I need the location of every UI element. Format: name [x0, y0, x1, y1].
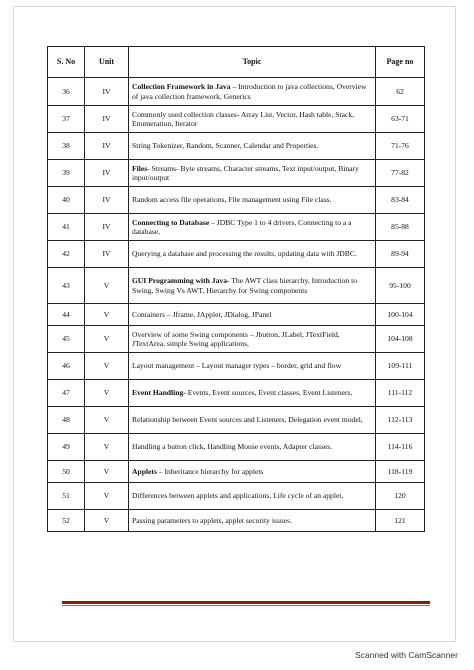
topic-text: – Inheritance hierarchy for applets [156, 466, 264, 476]
row-sno: 48 [48, 407, 85, 434]
row-sno: 36 [48, 78, 85, 106]
row-sno: 39 [48, 160, 85, 187]
row-sno: 45 [48, 326, 85, 353]
topic-heading: Files [132, 163, 148, 173]
row-topic [129, 78, 376, 106]
row-page: 77-82 [376, 160, 425, 187]
row-topic [129, 160, 376, 187]
row-topic [129, 434, 376, 461]
row-unit: V [85, 304, 129, 326]
row-topic [129, 241, 376, 268]
table-row [48, 304, 425, 326]
topic-text: Events, Event sources, Event classes, Event Listeners, [185, 388, 353, 398]
row-unit: IV [85, 133, 129, 160]
topic-text: - Streams- Byte streams, Character streams, Text input/output, Binary input/output [132, 163, 359, 182]
row-page: 121 [376, 510, 425, 532]
row-sno: 47 [48, 380, 85, 407]
row-page: 95-100 [376, 268, 425, 304]
table-row [48, 187, 425, 214]
row-sno: 52 [48, 510, 85, 532]
topic-heading: Event Handling- [132, 388, 186, 398]
table-row [48, 268, 425, 304]
row-unit: V [85, 510, 129, 532]
topic-text: String Tokenizer, Random, Scanner, Calendar and Properties. [132, 141, 319, 151]
topic-text: Layout management – Layout manager types – border, grid and flow [132, 361, 342, 371]
topic-text: – Introduction to java collections, Overview of java collection framework, Generics [132, 82, 367, 101]
table-row [48, 78, 425, 106]
row-page: 118-119 [376, 461, 425, 483]
topic-text: Random access file operations, File management using File class. [132, 195, 332, 205]
topic-text: Relationship between Event sources and Listeners, Delegation event model, [132, 415, 363, 425]
row-page: 63-71 [376, 106, 425, 133]
row-sno: 41 [48, 214, 85, 241]
row-sno: 42 [48, 241, 85, 268]
header-page: Page no [376, 47, 425, 78]
row-page: 83-84 [376, 187, 425, 214]
row-topic [129, 510, 376, 532]
footer-rule-red [62, 601, 430, 604]
topic-text: Commonly used collection classes- Array List, Vector, Hash table, Stack, Enumeration, Iterator [132, 109, 355, 128]
row-sno: 46 [48, 353, 85, 380]
row-sno: 49 [48, 434, 85, 461]
row-sno: 50 [48, 461, 85, 483]
table-row [48, 214, 425, 241]
row-topic [129, 326, 376, 353]
row-unit: V [85, 326, 129, 353]
row-unit: V [85, 380, 129, 407]
row-unit: IV [85, 78, 129, 106]
row-unit: V [85, 353, 129, 380]
row-page: 114-116 [376, 434, 425, 461]
row-sno: 38 [48, 133, 85, 160]
table-row [48, 133, 425, 160]
scanner-watermark: Scanned with CamScanner [354, 650, 458, 660]
row-unit: V [85, 434, 129, 461]
topic-heading: Collection Framework in Java [132, 82, 231, 92]
topic-text: Querying a database and processing the results, updating data with JDBC. [132, 249, 357, 259]
row-topic [129, 268, 376, 304]
topic-text: The AWT class hierarchy, Introduction to Swing, Swing Vs AWT, Hierarchy for Swing components [132, 276, 357, 295]
row-unit: IV [85, 106, 129, 133]
row-page: 109-111 [376, 353, 425, 380]
table-row [48, 326, 425, 353]
row-topic [129, 187, 376, 214]
row-page: 85-88 [376, 214, 425, 241]
table-row [48, 160, 425, 187]
row-sno: 44 [48, 304, 85, 326]
table-body [48, 78, 425, 532]
header-topic: Topic [129, 47, 376, 78]
table-row [48, 434, 425, 461]
topic-text: Differences between applets and applications, Life cycle of an applet, [132, 491, 344, 501]
row-topic [129, 407, 376, 434]
row-page: 71-76 [376, 133, 425, 160]
topic-heading: GUI Programming with Java- [132, 276, 230, 286]
table-row [48, 380, 425, 407]
table-row [48, 510, 425, 532]
row-unit: V [85, 483, 129, 510]
footer-rule-grey [62, 605, 430, 606]
row-page: 104-108 [376, 326, 425, 353]
row-topic [129, 380, 376, 407]
header-sno: S. No [48, 47, 85, 78]
row-topic [129, 461, 376, 483]
row-sno: 37 [48, 106, 85, 133]
row-page: 111-112 [376, 380, 425, 407]
topic-text: Overview of some Swing components – Jbutton, JLabel, JTextField, JTextArea, simple Swing applications, [132, 329, 340, 348]
table-row [48, 241, 425, 268]
row-unit: IV [85, 214, 129, 241]
table-row [48, 483, 425, 510]
row-sno: 51 [48, 483, 85, 510]
row-page: 89-94 [376, 241, 425, 268]
table-header-row [48, 47, 425, 78]
row-unit: IV [85, 241, 129, 268]
header-unit: Unit [85, 47, 129, 78]
row-topic [129, 353, 376, 380]
contents-table [47, 46, 425, 532]
row-unit: V [85, 268, 129, 304]
row-unit: IV [85, 160, 129, 187]
row-topic [129, 304, 376, 326]
row-page: 120 [376, 483, 425, 510]
row-topic [129, 214, 376, 241]
table-row [48, 106, 425, 133]
row-unit: V [85, 461, 129, 483]
row-page: 100-104 [376, 304, 425, 326]
topic-text: Containers – Jframe, JApplet, JDialog, JPanel [132, 309, 272, 319]
table-row [48, 407, 425, 434]
topic-text: Passing parameters to applets, applet security issues. [132, 515, 292, 525]
row-topic [129, 483, 376, 510]
row-page: 62 [376, 78, 425, 106]
row-topic [129, 106, 376, 133]
row-page: 112-113 [376, 407, 425, 434]
table-row [48, 461, 425, 483]
row-unit: IV [85, 187, 129, 214]
topic-heading: Connecting to Database [132, 217, 210, 227]
topic-text: Handling a button click, Handling Mouse events, Adapter classes. [132, 442, 333, 452]
row-sno: 40 [48, 187, 85, 214]
topic-heading: Applets [132, 466, 157, 476]
row-unit: V [85, 407, 129, 434]
row-topic [129, 133, 376, 160]
row-sno: 43 [48, 268, 85, 304]
topic-text: – JDBC Type 1 to 4 drivers, Connecting to a a database, [132, 217, 352, 236]
table-row [48, 353, 425, 380]
